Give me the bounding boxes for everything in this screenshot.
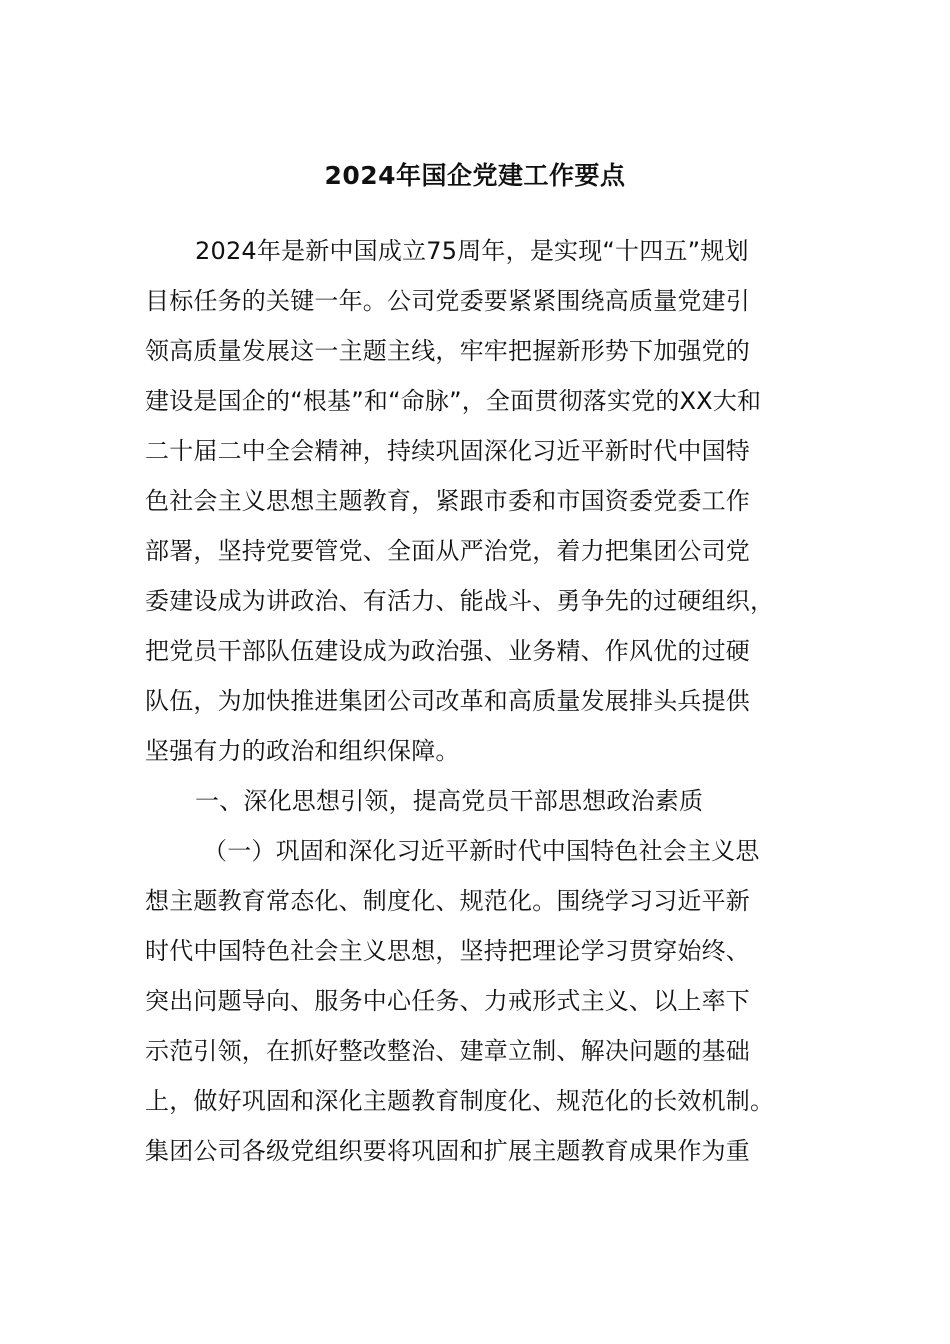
paragraph-line: 2024年是新中国成立75周年，是实现“十四五”规划	[195, 237, 749, 265]
document-body	[145, 226, 825, 1176]
paragraph-line: 建设是国企的“根基”和“命脉”，全面贯彻落实党的XX大和	[145, 387, 762, 415]
paragraph-line: 把党员干部队伍建设成为政治强、业务精、作风优的过硬	[145, 637, 750, 665]
paragraph-line: 突出问题导向、服务中心任务、力戒形式主义、以上率下	[145, 987, 750, 1015]
paragraph-line: 委建设成为讲政治、有活力、能战斗、勇争先的过硬组织，	[145, 587, 775, 615]
paragraph-line: 示范引领，在抓好整改整治、建章立制、解决问题的基础	[145, 1037, 750, 1065]
paragraph-line: 队伍，为加快推进集团公司改革和高质量发展排头兵提供	[145, 687, 750, 715]
paragraph-line: 时代中国特色社会主义思想，坚持把理论学习贯穿始终、	[145, 937, 750, 965]
paragraph-line: 色社会主义思想主题教育，紧跟市委和市国资委党委工作	[145, 487, 750, 515]
paragraph-line: 上，做好巩固和深化主题教育制度化、规范化的长效机制。	[145, 1087, 775, 1115]
paragraph-line: 坚强有力的政治和组织保障。	[145, 737, 460, 765]
section-heading: 一、深化思想引领，提高党员干部思想政治素质	[195, 787, 704, 815]
paragraph-line: 领高质量发展这一主题主线，牢牢把握新形势下加强党的	[145, 337, 750, 365]
subsection-line: （一）巩固和深化习近平新时代中国特色社会主义思	[203, 837, 760, 865]
paragraph-line: 想主题教育常态化、制度化、规范化。围绕学习习近平新	[145, 887, 750, 915]
paragraph-line: 集团公司各级党组织要将巩固和扩展主题教育成果作为重	[145, 1137, 750, 1165]
paragraph-line: 部署，坚持党要管党、全面从严治党，着力把集团公司党	[145, 537, 750, 565]
paragraph-line: 目标任务的关键一年。公司党委要紧紧围绕高质量党建引	[145, 287, 750, 315]
paragraph-line: 二十届二中全会精神，持续巩固深化习近平新时代中国特	[145, 437, 750, 465]
document-title: 2024年国企党建工作要点	[324, 161, 626, 190]
